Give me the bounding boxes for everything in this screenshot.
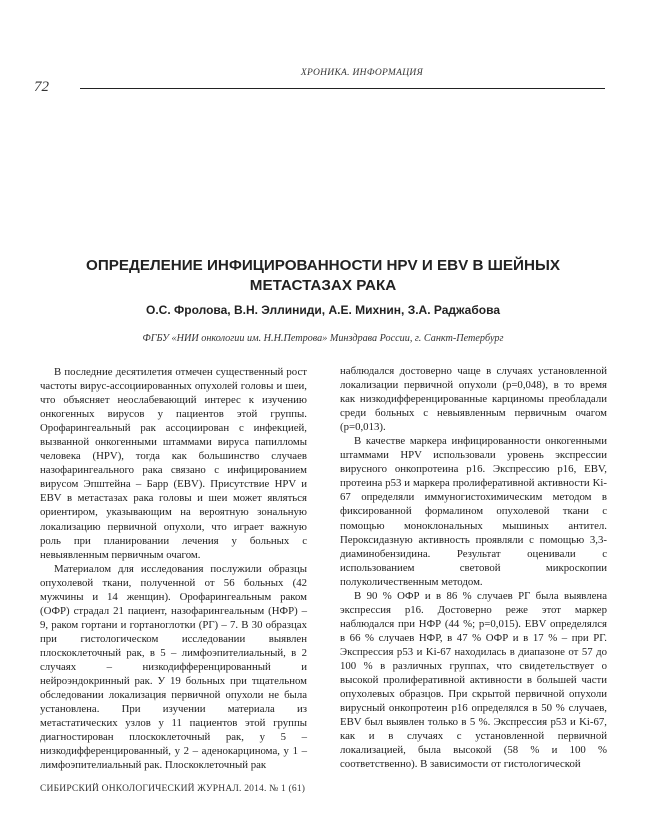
body-paragraph: наблюдался достоверно чаще в случаях установленной локализации первичной опухоли (p=0,048), в то время как низкодифференцированные карциномы преобладали среди больных с невыявленным первичным очагом (p=0,013).	[340, 365, 607, 434]
header-rule	[80, 88, 605, 89]
page-number: 72	[34, 79, 49, 95]
body-paragraph: В качестве маркера инфицированности онкогенными штаммами HPV использовали уровень экспрессии вирусного онкопротеина p16. Экспрессию p16, EBV, протеина p53 и маркера пролиферативной активности Ki-67 определяли иммуногистохимическим методом в фиксированной формалином опухолевой ткани с помощью моноклональных мышиных антител. Пероксидазную активность проявляли с помощью 3,3-диаминобензидина. Результат оценивали с использованием световой микроскопии полуколичественным методом.	[340, 435, 607, 588]
running-title: ХРОНИКА. ИНФОРМАЦИЯ	[300, 68, 424, 78]
article-title: ОПРЕДЕЛЕНИЕ ИНФИЦИРОВАННОСТИ HPV И EBV В ШЕЙНЫХ МЕТАСТАЗАХ РАКА	[86, 257, 560, 294]
body-paragraph: Материалом для исследования послужили образцы опухолевой ткани, полученной от 56 больных (42 мужчины и 14 женщин). Орофарингеальным раком (ОФР) страдал 21 пациент, назофарингеальным (НФР) – 9, раком гортани и гортаноглотки (РГ) – 7. В 30 образцах при гистологическом исследовании выявлен плоскоклеточный рак, в 5 – лимфоэпителиальный, в 2 случаях – низкодифференцированный и нейроэндокринный рак. У 19 больных при тщательном обследовании локализация первичной опухоли не была установлена. При изучении материала из метастатических узлов у 11 пациентов этой группы диагностирован плоскоклеточный рак, у 5 – низкодифференцированный, у 2 – аденокарцинома, у 1 – лимфоэпителиальный рак. Плоскоклеточный рак	[40, 562, 307, 772]
journal-footer: СИБИРСКИЙ ОНКОЛОГИЧЕСКИЙ ЖУРНАЛ. 2014. № 1 (61)	[40, 784, 306, 794]
body-paragraph: В 90 % ОФР и в 86 % случаев РГ была выявлена экспрессия p16. Достоверно реже этот маркер наблюдался при НФР (44 %; p=0,015). EBV определялся в 66 % случаев НФР, в 47 % ОФР и в 17 % – при РГ. Экспрессия p53 и Ki-67 находилась в диапазоне от 57 до 100 % в различных группах, что свидетельствует о высокой пролиферативной активности в большей части опухолевых образцов. При скрытой первичной опухоли вирусный онкопротеин p16 определялся в 50 % случаев, EBV был выявлен только в 5 %. Экспрессия p53 и Ki-67, как и в случаях с установленной первичной локализацией, была высокой (58 % и 100 % соответственно). В зависимости от гистологической	[340, 589, 607, 771]
body-column-left	[40, 365, 307, 772]
article-authors: О.С. Фролова, В.Н. Эллиниди, А.Е. Михнин, З.А. Раджабова	[146, 303, 500, 317]
body-paragraph: В последние десятилетия отмечен существенный рост частоты вирус-ассоциированных опухолей головы и шеи, что объясняет неослабевающий интерес к изучению онкогенных вирусов у пациентов этой группы. Орофарингеальный рак ассоциирован с инфекцией, вызванной онкогенными штаммами вируса папилломы человека (HPV), тогда как большинство случаев назофарингеального рака связано с инфицированием вирусом Эпштейна – Барр (EBV). Присутствие HPV и EBV в метастазах рака головы и шеи может являться ориентиром, указывающим на вероятную зональную локализацию первичной опухоли, что играет важную роль при планировании лечения у больных с невыявленным первичным очагом.	[40, 366, 307, 561]
body-column-right	[340, 364, 607, 771]
article-affiliation: ФГБУ «НИИ онкологии им. Н.Н.Петрова» Минздрава России, г. Санкт-Петербург	[142, 333, 504, 344]
